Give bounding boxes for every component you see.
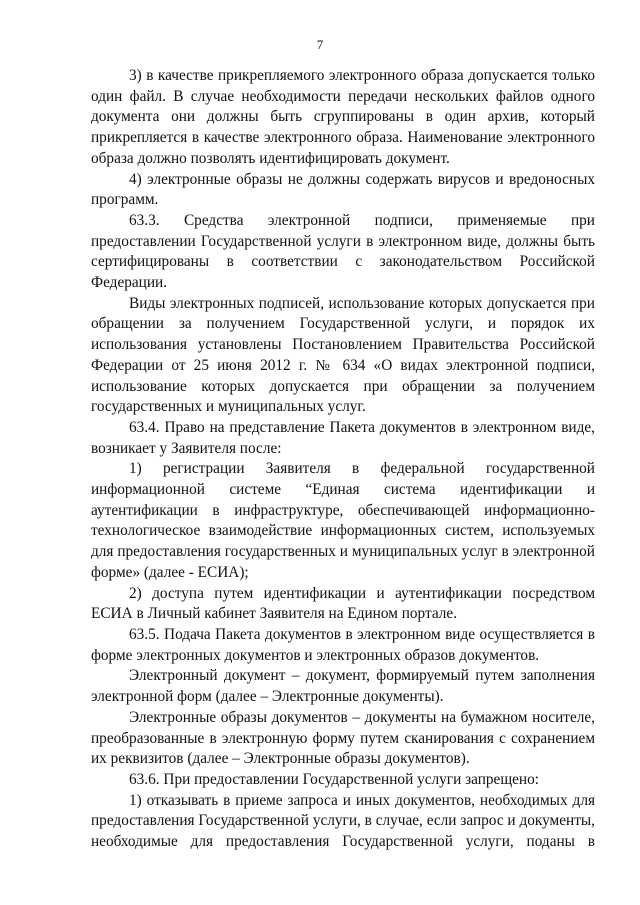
- paragraph-item-2-personal-account-access: 2) доступа путем идентификации и аутентификации посредством ЕСИА в Личный кабинет Заявителя на Едином портале.: [91, 584, 595, 623]
- document-body: [91, 66, 595, 853]
- paragraph-item-3-single-file: 3) в качестве прикрепляемого электронного образа допускается только один файл. В случае необходимости передачи нескольких файлов одного документа они должны быть сгруппированы в один архив, который прикрепляется в качестве электронного образа. Наименование электронного образа должно позволять идентифицировать документ.: [91, 67, 595, 167]
- paragraph-63-4-right-to-submit: 63.4. Право на представление Пакета документов в электронном виде, возникает у Заявителя после:: [91, 418, 595, 457]
- paragraph-electronic-document-definition: Электронный документ – документ, формируемый путем заполнения электронной форм (далее – Электронные документы).: [91, 667, 595, 706]
- paragraph-signature-types: Виды электронных подписей, использование которых допускается при обращении за получением Государственной услуги, и порядок их использования установлены Постановлением Правительства Российской Федерации от 25 июня 2012 г. № 634 «О видах электронной подписи, использование которых допускается при обращении за получением государственных и муниципальных услуг.: [91, 294, 595, 416]
- paragraph-63-6-prohibited: 63.6. При предоставлении Государственной услуги запрещено:: [129, 770, 539, 788]
- paragraph-item-1-refusal-prohibited: 1) отказывать в приеме запроса и иных документов, необходимых для предоставления Государственной услуги, в случае, если запрос и документы, необходимые для предоставления Государственной услуги, поданы в: [91, 791, 595, 851]
- paragraph-electronic-images-definition: Электронные образы документов – документы на бумажном носителе, преобразованные в электронную форму путем сканирования с сохранением их реквизитов (далее – Электронные образы документов).: [91, 708, 595, 768]
- paragraph-63-5-submission-form: 63.5. Подача Пакета документов в электронном виде осуществляется в форме электронных документов и электронных образов документов.: [91, 625, 595, 664]
- paragraph-63-3-signature-certification: 63.3. Средства электронной подписи, применяемые при предоставлении Государственной услуги в электронном виде, должны быть сертифицированы в соответствии с законодательством Российской Федерации.: [91, 211, 595, 292]
- page-number: 7: [316, 37, 324, 52]
- paragraph-item-1-esia-registration: 1) регистрации Заявителя в федеральной государственной информационной системе “Единая система идентификации и аутентификации в инфраструктуре, обеспечивающей информационно-технологическое взаимодействие информационных систем, используемых для предоставления государственных и муниципальных услуг в электронной форме» (далее - ЕСИА);: [91, 460, 595, 581]
- paragraph-item-4-no-viruses: 4) электронные образы не должны содержать вирусов и вредоносных программ.: [91, 170, 595, 209]
